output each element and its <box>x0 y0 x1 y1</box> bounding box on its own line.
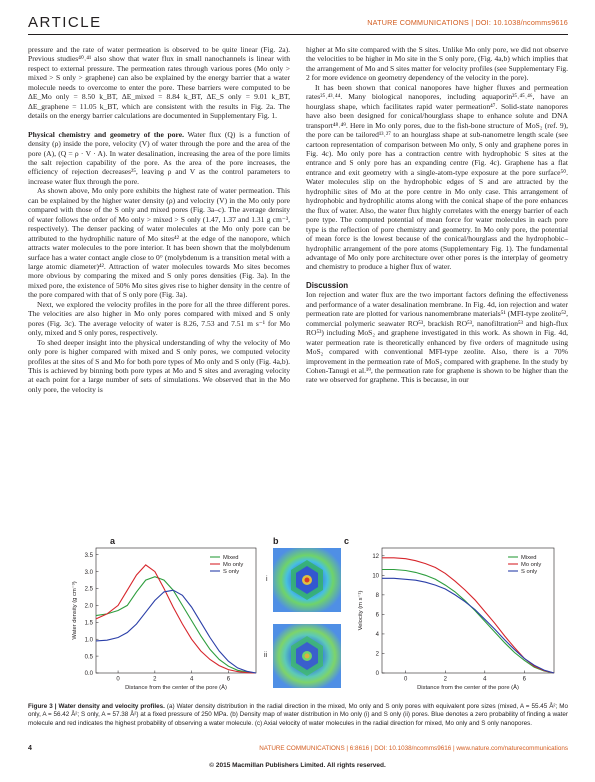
y-tick-label: 3.0 <box>84 569 93 576</box>
page-number: 4 <box>28 745 32 752</box>
legend-entry: Mo only <box>521 562 542 568</box>
y-tick-label: 1.0 <box>84 637 93 644</box>
y-tick-label: 10 <box>372 573 379 580</box>
header-rule <box>28 34 568 35</box>
caption-title: Figure 3 | Water density and velocity profiles. <box>28 703 165 710</box>
y-axis-label: Water density (g cm⁻³) <box>72 581 78 640</box>
y-tick-label: 6 <box>375 612 379 619</box>
paragraph: It has been shown that conical nanopores have higher fluxes and permeation rates²⁵˒⁴³˒⁴⁴. Many biological nanopores, including aquaporin²⁵˒⁴⁵˒⁴⁶, have an hourglass shape, which facilitates rapid water permeation⁴⁷. Solid-state nanopores have also been designed for conical/hourglass shape to enhance solute and DNA transport⁴⁸˒⁴⁹. Here in Mo only pores, due to the fish-bone structure of MoS₂ (ref. 9), the pore can be tailored¹³˒²⁷ to an hourglass shape at sub-nanometre length scale (see cartoon representation of comparison between Mo only, S only and graphene pores in Fig. 4c). Mo only pore has a contraction centre with hydrophobic S sites at the entrance and S only pore has an expanding centre (Fig. 4c). Graphene has a flat entrance and exit geometry with a single-atom-type exposure at the pore surface⁵⁰. Water molecules slip on the hydrophobic edges of S and are attracted by the hydrophilic sites of Mo at the pore centre in Mo only case. This arrangement of hydrophobic and hydrophilic atoms along with the conical shape of the pore enhances the flux of water. Also, the water flux highly correlates with the energy barrier of each pore type. The computed potential of mean force for water molecules in each pore type is the reflection of pore chemistry and geometry. In Mo only pore, the potential of mean force is the lowest because of the conical/hourglass and the hydrophobic–hydrophilic arrangement of the pore atoms (Supplementary Fig. 1). The fundamental advantage of Mo only pore architecture over other pores is the interplay of geometry and chemistry to produce a higher flux of water. <box>306 82 568 272</box>
x-tick-label: 0 <box>116 676 120 683</box>
y-axis-label: Velocity (m s⁻¹) <box>358 590 364 631</box>
density-maps <box>273 546 343 696</box>
series-line-mixed <box>382 570 554 674</box>
legend-entry: S only <box>521 569 538 575</box>
paragraph: higher at Mo site compared with the S sites. Unlike Mo only pore, we did not observe the velocities to be higher in Mo site in the S only pore, (Fig. 4a,b) which implies that the arrangement of Mo and S sites matter for velocity profiles (see Supplementary Fig. 2 for more evidence on geometry dependency of the velocity in the pore). <box>306 45 568 83</box>
x-axis-label: Distance from the center of the pore (Å) <box>125 685 227 691</box>
map-label-ii: ii <box>264 652 268 659</box>
figure-3 <box>28 536 568 694</box>
caption-text: (a) Water density distribution in the radial direction in the mixed, Mo only and S only pores with equivalent pore sizes (mixed, A = 55.45 Å²; Mo only, A = 56.42 Å²; S only, A = 57.38 Å²) at a fixed pressure of 250 MPa. (b) Density map of water distribution in Mo only (i) and S only (ii) pores. Blue denotes a zero probability of finding a water molecule and red indicates the highest probability of observing a water molecule. (c) Axial velocity of water molecules in the radial direction for mixed, Mo only and S only nanopores. <box>28 703 568 727</box>
running-header <box>28 14 568 32</box>
y-tick-label: 4 <box>375 632 379 639</box>
x-tick-label: 4 <box>189 676 194 683</box>
x-axis-label: Distance from the center of the pore (Å) <box>417 685 519 691</box>
panel-label-b: b <box>273 536 279 546</box>
paragraph: As shown above, Mo only pore exhibits the highest rate of water permeation. This can be explained by the higher water density (ρ) and velocity (V) in the Mo only pore compared with those of the S only and mixed pores (Fig. 3a–c). The average density of water follows the order of Mo only > mixed > S only (1.47, 1.37 and 1.31 g cm⁻³, respectively). The denser packing of water molecules at the Mo only pore can be attributed to the hydrophilic nature of Mo sites⁴² at the edge of the nanopore, which attracts water molecules to the pore interior. It has been shown that the molybdenum surface has a water contact angle close to 0° (molybdenum is a transition metal with a large atomic diameter)⁴². Attraction of water molecules towards Mo sites becomes more obvious by comparing the mixed and S only pores densities (Fig. 3a). In the mixed pore, the existence of 50% Mo sites gives rise to higher density in the centre of the pore compared with that of S only pore (Fig. 3a). <box>28 186 290 300</box>
legend-entry: S only <box>223 569 240 575</box>
page-footer <box>28 744 568 756</box>
panel-label-c: c <box>344 536 350 546</box>
y-tick-label: 8 <box>375 593 379 600</box>
x-tick-label: 2 <box>443 676 447 683</box>
y-tick-label: 0.0 <box>84 671 93 678</box>
map-label-i: i <box>266 576 268 583</box>
y-tick-label: 0.5 <box>84 654 93 661</box>
y-tick-label: 2 <box>375 651 379 658</box>
chart-velocity <box>344 536 564 694</box>
paragraph-text: Water flux (Q) is a function of density (ρ) inside the pore, velocity (V) of water through the pore and the area of the pore (A), (Q = ρ · V · A). In water desalination, increasing the area of the pore limits the salt rejection capability of the pore. As the area of the pore increases, the efficiency of rejection decreases²⁵, leaving ρ and V as the control parameters to increase water flux through the pore. <box>28 129 290 186</box>
y-tick-label: 1.5 <box>84 620 93 627</box>
x-tick-label: 0 <box>404 676 408 683</box>
series-line-mo-only <box>96 565 256 673</box>
y-tick-label: 2.5 <box>84 586 93 593</box>
right-column <box>306 45 568 385</box>
section-label: ARTICLE <box>28 14 102 31</box>
x-tick-label: 6 <box>522 676 527 683</box>
x-tick-label: 6 <box>226 676 231 683</box>
y-tick-label: 2.0 <box>84 603 93 610</box>
left-column <box>28 45 290 394</box>
copyright: © 2015 Macmillan Publishers Limited. All rights reserved. <box>209 762 386 769</box>
figure-caption <box>28 703 568 728</box>
series-line-mo-only <box>382 558 554 673</box>
paragraph: pressure and the rate of water permeation is observed to be quite linear (Fig. 2a). Previous studies⁴⁰˒⁴¹ also show that water flux in small nanochannels is linear with respect to external pressure. The permeation rates through various pores (Mo only > mixed > S only > graphene) can also be explained by the energy barrier that a water molecule needs to overcome to enter the pore. These barriers were computed to be ΔE_Mo only = 8.50 k_BT, ΔE_mixed = 8.84 k_BT, ΔE_S only = 9.01 k_BT, ΔE_graphene = 11.05 k_BT, which are consistent with the results in Fig. 2a. The details on the energy barrier calculations are documented in Supplementary Fig. 1. <box>28 45 290 121</box>
legend-entry: Mo only <box>223 562 244 568</box>
y-tick-label: 12 <box>372 554 379 561</box>
panel-label-a: a <box>110 536 116 546</box>
legend-entry: Mixed <box>223 555 239 561</box>
section-heading: Discussion <box>306 280 349 290</box>
paragraph: To shed deeper insight into the physical understanding of why the velocity of Mo only pore is higher compared with mixed and S only pores, we computed velocity profiles at the sites of S and Mo for both pore types of Mo only and S only (Fig. 4a,b). This is achieved by binning both pore types at Mo and S sites and averaging velocity at each point for a large number of sets of simulations. We observed that in the Mo only pore, the velocity is <box>28 337 290 394</box>
paragraph: Ion rejection and water flux are the two important factors defining the effectiveness and performance of a water desalination membrane. In Fig. 4d, ion rejection and water permeation rate are plotted for various nanomembrane materials⁵¹ (MFI-type zeolite⁵², commercial polymeric seawater RO⁵³, brackish RO⁵³, nanofiltration⁵³ and high-flux RO⁵³) including MoS₂ and graphene investigated in this work. As shown in Fig. 4d, water permeation rate is theoretically enhanced by five orders of magnitude using MoS₂ compared with conventional MFI-type zeolite. Also, there is a 70% improvement in the permeation rate of MoS₂ compared with graphene. In the study by Cohen-Tanugi et al.¹⁹, the permeation rate for graphene is shown to be higher than the rate we observed for graphene. This is because, in our <box>306 290 568 385</box>
paragraph <box>28 130 290 187</box>
y-tick-label: 0 <box>375 671 379 678</box>
paragraph-heading: Physical chemistry and geometry of the pore. <box>28 129 184 139</box>
journal-doi: NATURE COMMUNICATIONS | DOI: 10.1038/ncomms9616 <box>367 18 568 27</box>
x-tick-label: 2 <box>153 676 157 683</box>
y-tick-label: 3.5 <box>84 552 93 559</box>
footer-citation: NATURE COMMUNICATIONS | 6:8616 | DOI: 10.1038/ncomms9616 | www.nature.com/naturecommunications <box>259 745 568 752</box>
legend-entry: Mixed <box>521 555 537 561</box>
paragraph: Next, we explored the velocity profiles in the pore for all the three different pores. The velocities are also higher in Mo only pores compared with mixed and S only pores (Fig. 3c). The average velocity of water is 8.26, 7.53 and 7.51 m s⁻¹ for Mo only, mixed and S only pores, respectively. <box>28 299 290 338</box>
x-tick-label: 4 <box>483 676 487 683</box>
chart-water-density <box>28 536 268 694</box>
